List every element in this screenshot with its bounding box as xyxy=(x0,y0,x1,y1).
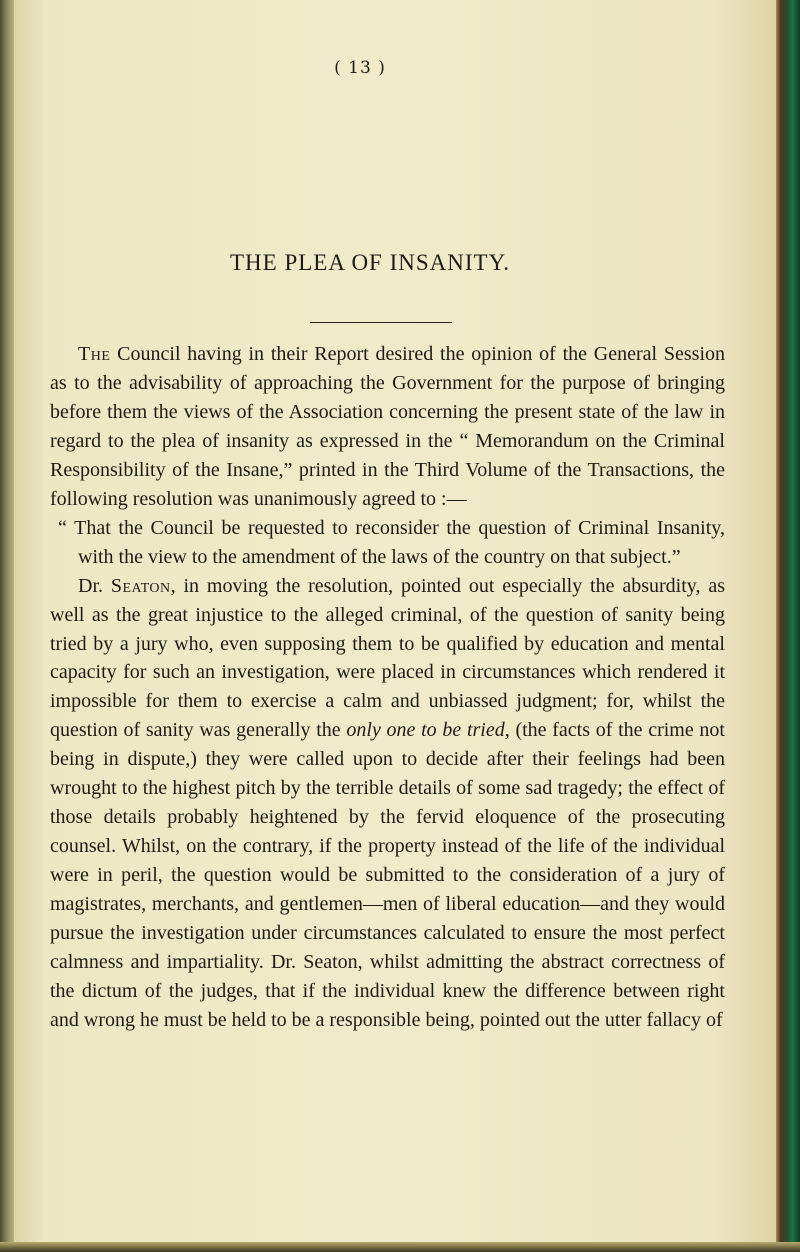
paragraph-seaton xyxy=(50,572,725,1035)
paragraph-council xyxy=(50,340,725,514)
book-binding-left xyxy=(0,0,14,1252)
paragraph-lead-word: The xyxy=(78,343,111,365)
page-number: ( 13 ) xyxy=(334,58,386,78)
page-bottom-edge xyxy=(0,1242,800,1252)
page-title: THE PLEA OF INSANITY. xyxy=(230,250,510,275)
resolution-quote xyxy=(50,514,725,572)
speaker-name: Seaton xyxy=(110,574,171,597)
resolution-quote-text: “ That the Council be requested to reconsider the question of Criminal Insanity, with the view to the amendment of the laws of the country on that subject.” xyxy=(58,516,725,568)
paragraph-council-text: Council having in their Report desired the opinion of the General Session as to the advisability of approaching the Government for the purpose of bringing before them the views of the Association concerning the present state of the law in regard to the plea of insanity as expressed in the “ Memorandum on the Criminal Responsibility of the Insane,” printed in the Third Volume of the Transactions, the following resolution was unanimously agreed to :— xyxy=(50,343,725,510)
paragraph-seaton-italic: only one to be tried, xyxy=(346,719,510,742)
body-text xyxy=(50,340,725,1035)
paragraph-seaton-text-1: , in moving the resolution, pointed out especially the absurdity, as well as the great injustice to the alleged criminal, of the question of sanity being tried by a jury who, even supposing them to be qualified by education and mental capacity for such an investigation, were placed in circumstances which rendered it impossible for them to exercise a calm and unbiassed judgment; for, whilst the question of sanity was generally the xyxy=(50,574,725,742)
paragraph-seaton-prefix: Dr. xyxy=(78,574,111,597)
title-rule xyxy=(310,322,452,323)
paragraph-seaton-text-2: (the facts of the crime not being in dispute,) they were called upon to decide after their feelings had been wrought to the highest pitch by the terrible details of some sad tragedy; the effect of those details probably heightened by the fervid eloquence of the prosecuting counsel. Whilst, on the contrary, if the property instead of the life of the individual were in peril, the question would be submitted to the consideration of a jury of magistrates, merchants, and gentlemen—men of liberal education—and they would pursue the investigation under circumstances calculated to ensure the most perfect calmness and impartiality. Dr. Seaton, whilst admitting the abstract correctness of the dictum of the judges, that if the individual knew the difference between right and wrong he must be held to be a responsible being, pointed out the utter fallacy of xyxy=(50,719,725,1031)
book-binding-right xyxy=(776,0,800,1252)
